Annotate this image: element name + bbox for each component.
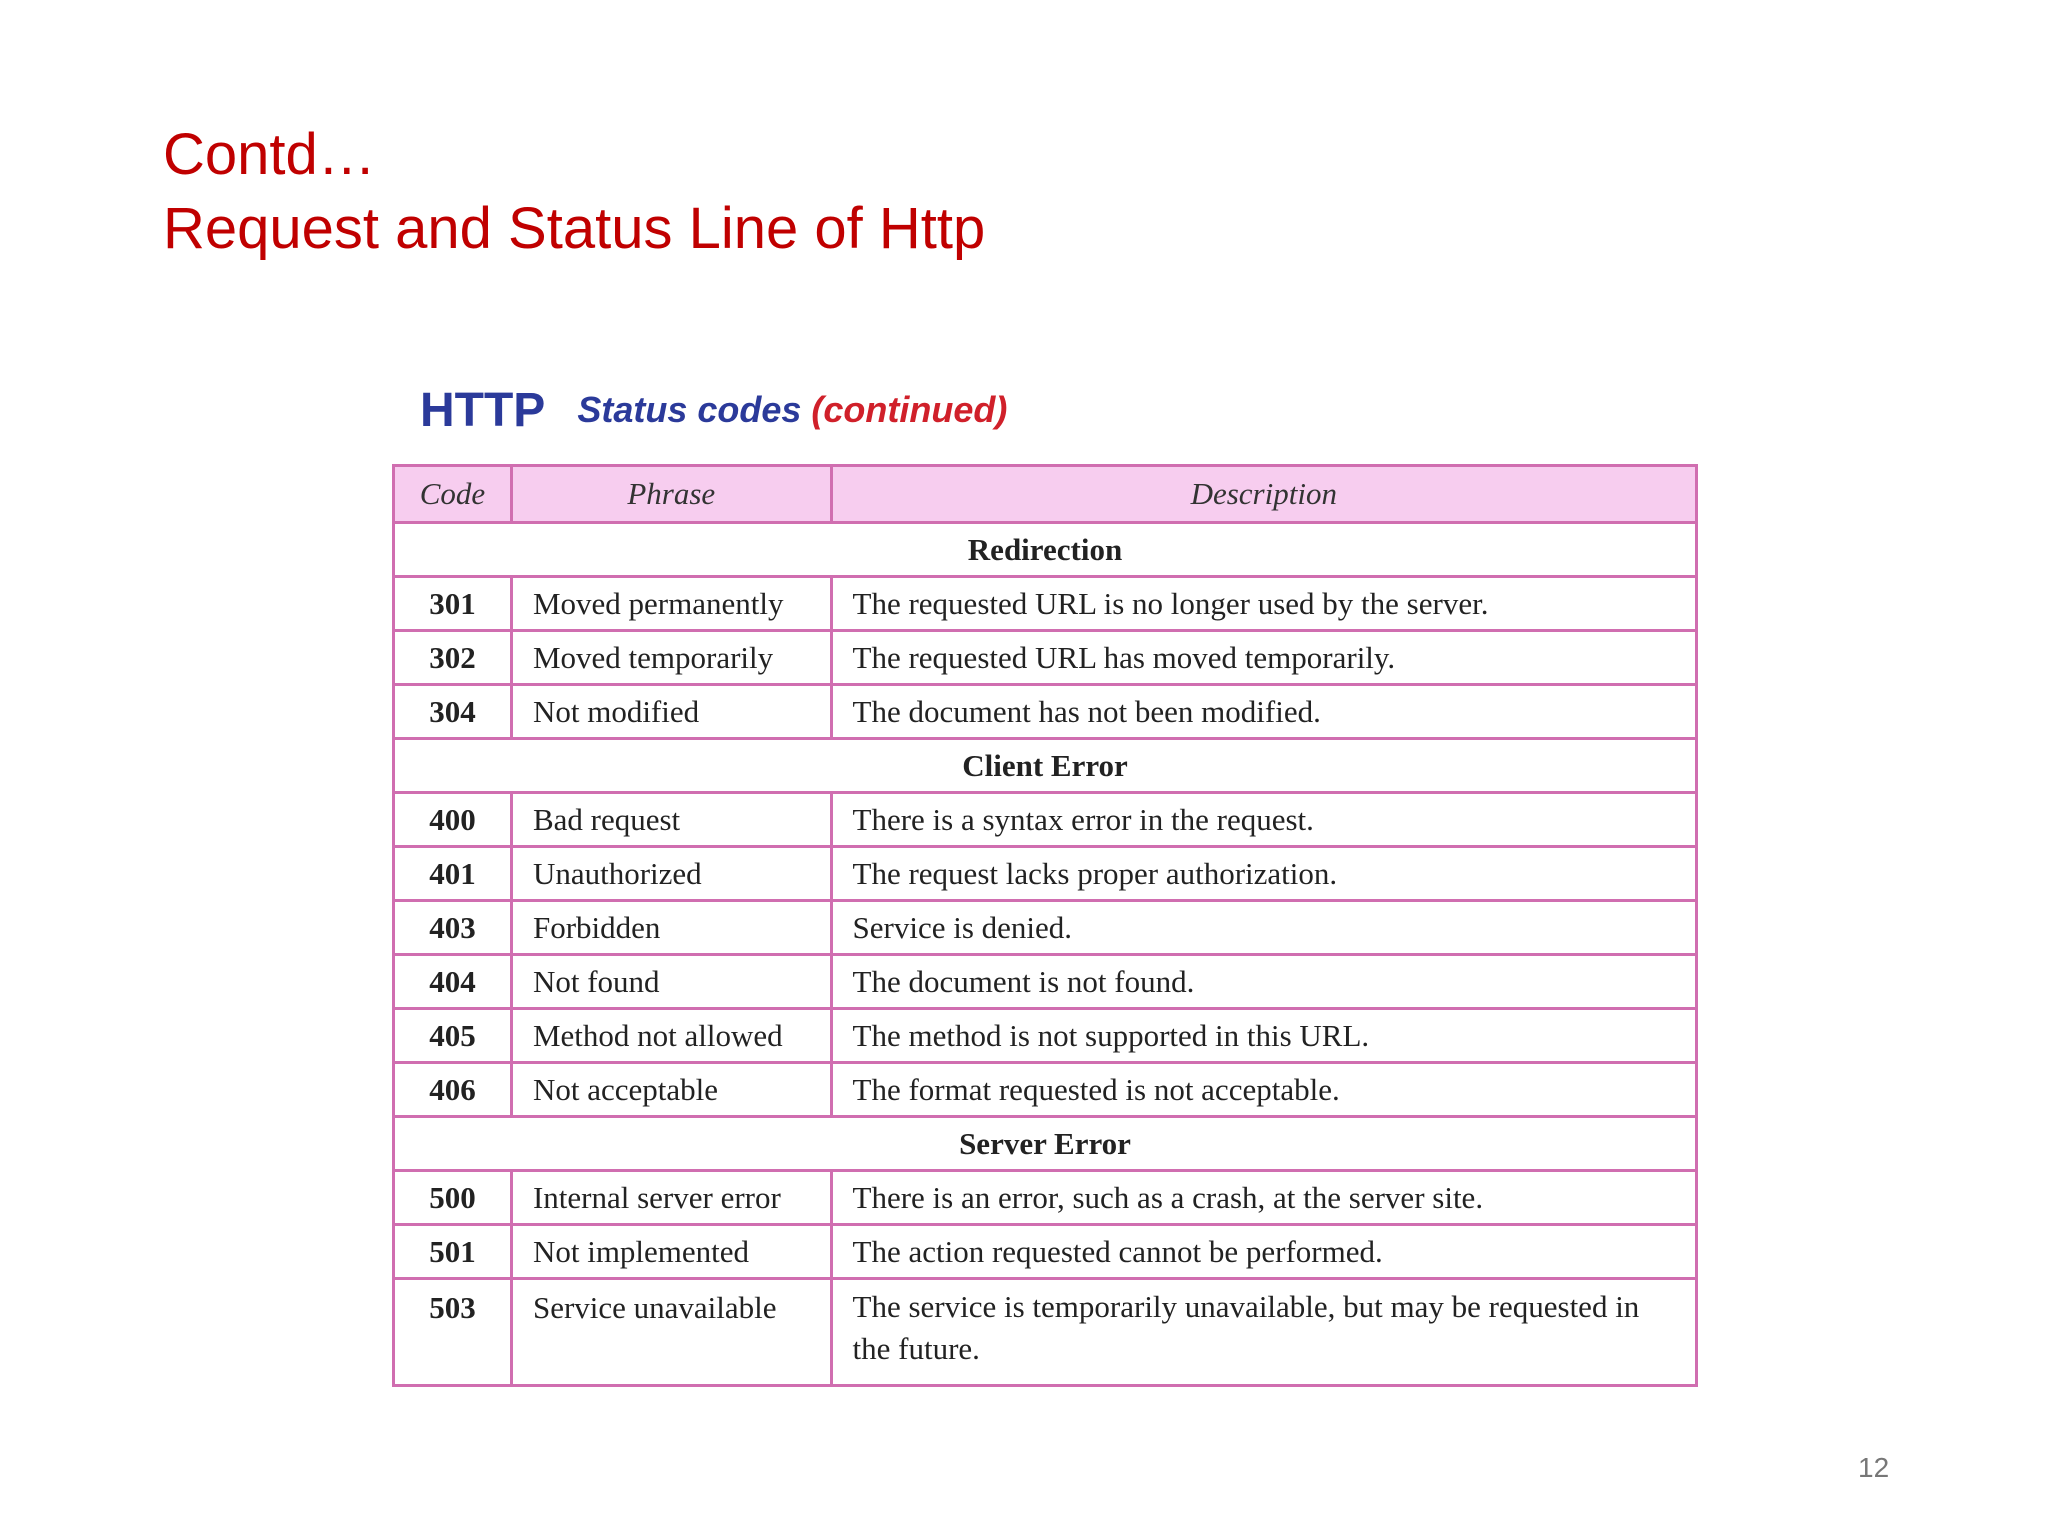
section-heading: Client Error <box>394 739 1697 793</box>
table-row <box>394 793 1697 847</box>
figure-title <box>392 372 1712 448</box>
slide-title-line-1: Contd… <box>163 122 376 187</box>
figure-title-continued: (continued) <box>811 389 1008 430</box>
section-heading: Server Error <box>394 1117 1697 1171</box>
phrase-cell: Not modified <box>511 685 831 739</box>
slide-title <box>163 118 985 266</box>
table-body <box>394 523 1697 1386</box>
table-row <box>394 1063 1697 1117</box>
phrase-cell: Forbidden <box>511 901 831 955</box>
code-cell: 400 <box>394 793 512 847</box>
table-row <box>394 577 1697 631</box>
page-number: 12 <box>1858 1452 1890 1483</box>
table-row <box>394 1225 1697 1279</box>
description-cell: There is an error, such as a crash, at the server site. <box>831 1171 1696 1225</box>
description-cell: The request lacks proper authorization. <box>831 847 1696 901</box>
status-codes-table <box>392 464 1698 1387</box>
description-cell: Service is denied. <box>831 901 1696 955</box>
phrase-cell: Not found <box>511 955 831 1009</box>
phrase-cell: Moved permanently <box>511 577 831 631</box>
code-cell: 501 <box>394 1225 512 1279</box>
status-codes-figure <box>392 372 1712 1387</box>
header-code: Code <box>394 466 512 523</box>
code-cell: 403 <box>394 901 512 955</box>
section-row <box>394 739 1697 793</box>
table-row <box>394 1279 1697 1386</box>
code-cell: 500 <box>394 1171 512 1225</box>
header-phrase: Phrase <box>511 466 831 523</box>
code-cell: 304 <box>394 685 512 739</box>
table-row <box>394 631 1697 685</box>
description-cell: The requested URL is no longer used by the server. <box>831 577 1696 631</box>
slide-title-line-2: Request and Status Line of Http <box>163 196 986 261</box>
figure-title-status: Status codes <box>577 389 802 430</box>
code-cell: 302 <box>394 631 512 685</box>
section-heading: Redirection <box>394 523 1697 577</box>
table-row <box>394 955 1697 1009</box>
phrase-cell: Method not allowed <box>511 1009 831 1063</box>
description-cell: The format requested is not acceptable. <box>831 1063 1696 1117</box>
code-cell: 503 <box>394 1279 512 1386</box>
description-cell: The document has not been modified. <box>831 685 1696 739</box>
code-cell: 301 <box>394 577 512 631</box>
figure-title-http: HTTP <box>420 383 546 437</box>
table-row <box>394 1171 1697 1225</box>
code-cell: 401 <box>394 847 512 901</box>
table-row <box>394 1009 1697 1063</box>
phrase-cell: Bad request <box>511 793 831 847</box>
description-cell: There is a syntax error in the request. <box>831 793 1696 847</box>
phrase-cell: Not implemented <box>511 1225 831 1279</box>
phrase-cell: Not acceptable <box>511 1063 831 1117</box>
code-cell: 405 <box>394 1009 512 1063</box>
section-row <box>394 1117 1697 1171</box>
description-cell: The document is not found. <box>831 955 1696 1009</box>
description-cell: The requested URL has moved temporarily. <box>831 631 1696 685</box>
code-cell: 406 <box>394 1063 512 1117</box>
table-header-row <box>394 466 1697 523</box>
phrase-cell: Service unavailable <box>511 1279 831 1386</box>
phrase-cell: Moved temporarily <box>511 631 831 685</box>
phrase-cell: Internal server error <box>511 1171 831 1225</box>
code-cell: 404 <box>394 955 512 1009</box>
description-cell: The service is temporarily unavailable, but may be requested in the future. <box>831 1279 1696 1386</box>
table-row <box>394 901 1697 955</box>
description-cell: The method is not supported in this URL. <box>831 1009 1696 1063</box>
header-description: Description <box>831 466 1696 523</box>
section-row <box>394 523 1697 577</box>
table-row <box>394 685 1697 739</box>
description-cell: The action requested cannot be performed. <box>831 1225 1696 1279</box>
table-row <box>394 847 1697 901</box>
phrase-cell: Unauthorized <box>511 847 831 901</box>
